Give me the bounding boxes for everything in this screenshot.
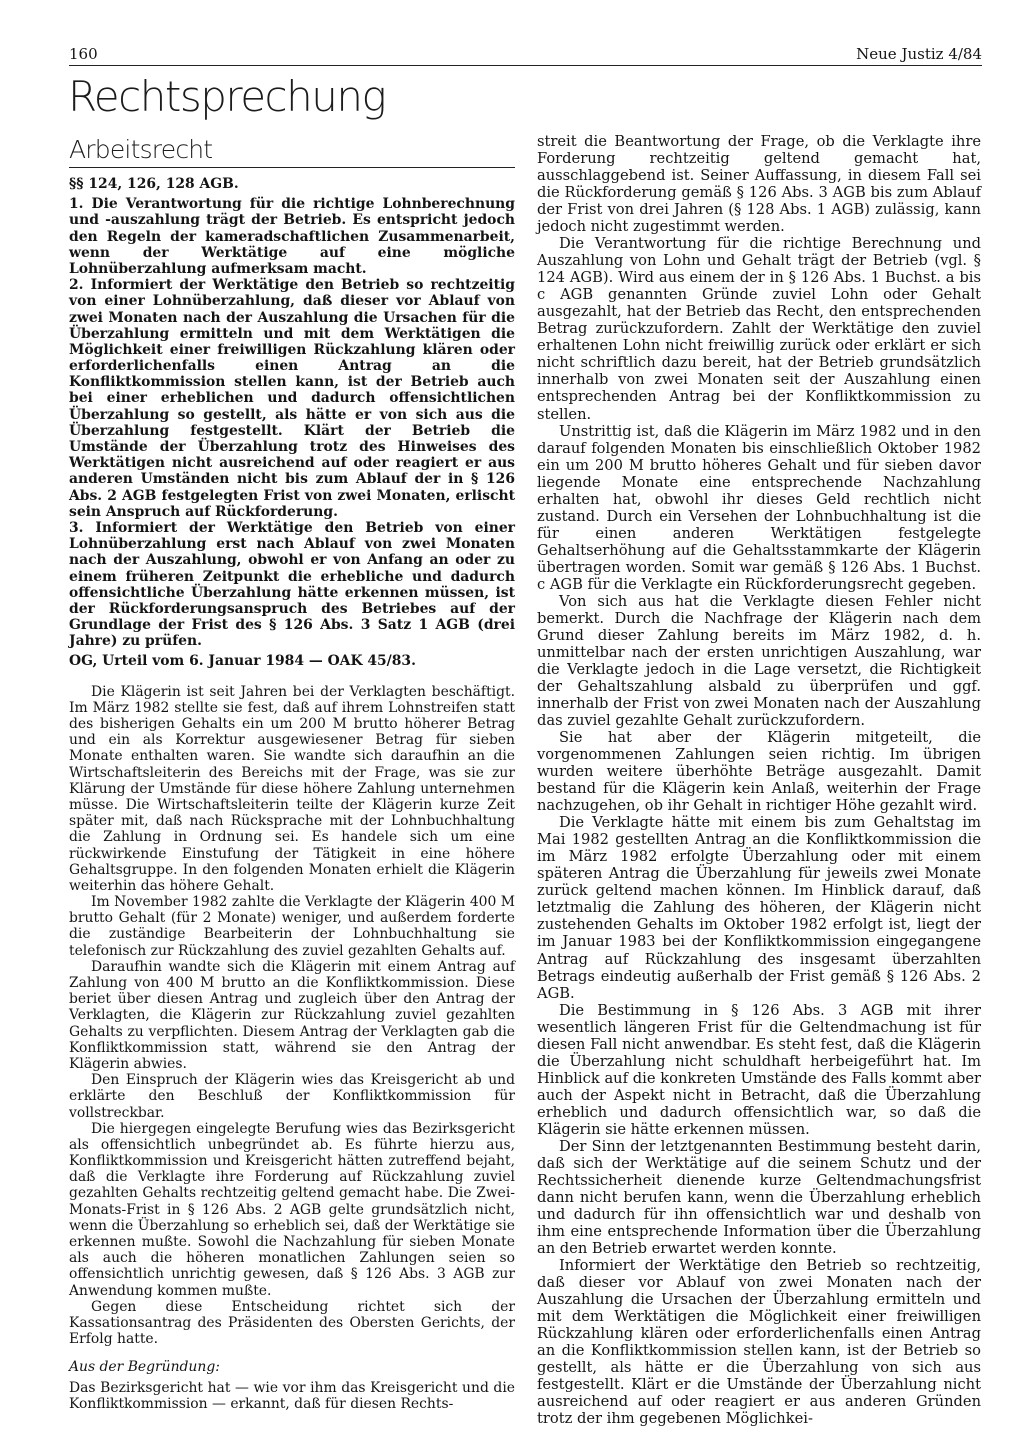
body-paragraph: Von sich aus hat die Verklagte diesen Fehler nicht bemerkt. Durch die Nachfrage der Klägerin nach dem Grund dieser Zahlung bereits im März 1982, d. h. unmittelbar nach der ersten unrichtigen Auszahlung, war die Verklagte jedoch in die Lage versetzt, die Richtigkeit der Gehaltszahlung alsbald zu überprüfen und ggf. innerhalb der Frist von zwei Monaten nach der Auszahlung das zuviel gezahlte Gehalt zurückzufordern.	[537, 592, 981, 730]
court-citation: OG, Urteil vom 6. Januar 1984 — OAK 45/83.	[69, 653, 416, 670]
body-paragraph-continued: streit die Beantwortung der Frage, ob die Verklagte ihre Forderung rechtzeitig geltend gemacht hat, ausschlaggebend ist. Seiner Auffassung, in diesem Fall sei die Rückforderung gemäß § 126 Abs. 3 AGB bis zum Ablauf der Frist von drei Jahren (§ 128 Abs. 1 AGB) zulässig, kann jedoch nicht zugestimmt werden.	[537, 133, 981, 236]
headnote-norms: §§ 124, 126, 128 AGB.	[69, 176, 239, 192]
body-paragraph: Informiert der Werktätige den Betrieb so rechtzeitig, daß dieser vor Ablauf von zwei Monaten nach der Auszahlung die Ursachen der Überzahlung ermitteln und mit dem Werktätigen die Möglichkeit einer freiwilligen Rückzahlung klären oder erforderlichenfalls einen Antrag an die Konfliktkommission stellen kann, ist der Betrieb so gestellt, als hätte er die Überzahlung von sich aus festgestellt. Klärt er die Umstände der Überzahlung nicht ausreichend auf oder reagiert er aus anderen Gründen trotz der ihm gegebenen Möglichkei-	[537, 1257, 981, 1428]
left-column	[69, 176, 515, 1412]
body-paragraph: Der Sinn der letztgenannten Bestimmung besteht darin, daß sich der Werktätige auf die seinem Schutz und der Rechtssicherheit dienende kurze Geltendmachungsfrist dann nicht berufen kann, wenn die Überzahlung erheblich und dadurch für ihn offensichtlich war und deshalb von ihm eine entsprechende Information über die Überzahlung an den Betrieb erwartet werden konnte.	[537, 1137, 981, 1258]
headnote-item-2: 2. Informiert der Werktätige den Betrieb so rechtzeitig von einer Lohnüberzahlung, daß dieser vor Ablauf von zwei Monaten nach der Auszahlung die Ursachen für die Überzahlung ermitteln und mit dem Werktätigen die Möglichkeit einer freiwilligen Rückzahlung klären oder erforderlichenfalls einen Antrag an die Konfliktkommission stellen kann, ist der Betrieb auch bei einer erheblichen und dadurch offensichtlichen Überzahlung so gestellt, als hätte er von sich aus die Überzahlung festgestellt. Klärt der Betrieb die Umstände der Überzahlung trotz des Hinweises des Werktätigen nicht ausreichend auf oder reagiert er aus anderen Umständen nicht bis zum Ablauf der in § 126 Abs. 2 AGB festgelegten Frist von zwei Monaten, erlischt sein Anspruch auf Rückforderung.	[69, 277, 515, 520]
page-header	[69, 43, 982, 66]
body-paragraph: Die Verantwortung für die richtige Berechnung und Auszahlung von Lohn und Gehalt trägt der Betrieb (vgl. § 124 AGB). Wird aus einem der in § 126 Abs. 1 Buchst. a bis c AGB genannten Gründe zuviel Lohn oder Gehalt ausgezahlt, hat der Betrieb das Recht, den entsprechenden Betrag zurückzufordern. Zahlt der Werktätige den zuviel erhaltenen Lohn nicht freiwillig zurück oder erklärt er sich nicht schriftlich dazu bereit, hat der Betrieb grundsätzlich innerhalb von zwei Monaten seit der Auszahlung einen entsprechenden Antrag bei der Konfliktkommission zu stellen.	[537, 235, 981, 423]
journal-issue: Neue Justiz 4/84	[856, 45, 982, 63]
headnote-item-1: 1. Die Verantwortung für die richtige Lohnberechnung und -auszahlung trägt der Betrieb. Es entspricht jedoch den Regeln der kameradschaftlichen Zusammenarbeit, wenn der Werktätige auf eine mögliche Lohnüberzahlung aufmerksam macht.	[69, 196, 515, 277]
body-paragraph: Die Bestimmung in § 126 Abs. 3 AGB mit ihrer wesentlich längeren Frist für die Geltendmachung ist für diesen Fall nicht anwendbar. Es steht fest, daß die Klägerin die Überzahlung nicht schuldhaft herbeigeführt hat. Im Hinblick auf die konkreten Umstände des Falls kommt aber auch der Aspekt nicht in Betracht, daß die Überzahlung erheblich und dadurch offensichtlich war, so daß die Klägerin sie hätte erkennen müssen.	[537, 1001, 981, 1138]
headnote-item-3: 3. Informiert der Werktätige den Betrieb von einer Lohnüberzahlung erst nach Ablauf von zwei Monaten nach der Auszahlung, obwohl er von Anfang an oder zu einem früheren Zeitpunkt die erhebliche und dadurch offensichtliche Überzahlung hätte erkennen müssen, ist der Rückforderungsanspruch des Betriebes auf der Grundlage der Frist des § 126 Abs. 3 Satz 1 AGB (drei Jahre) zu prüfen.	[69, 519, 515, 650]
body-paragraph: Sie hat aber der Klägerin mitgeteilt, die vorgenommenen Zahlungen seien richtig. Im übrigen wurden weitere überhöhte Beträge ausgezahlt. Damit bestand für die Klägerin kein Anlaß, weiterhin der Frage nachzugehen, ob ihr Gehalt in richtiger Höhe gezahlt wird.	[537, 729, 981, 815]
body-paragraph: Das Bezirksgericht hat — wie vor ihm das Kreisgericht und die Konfliktkommission — erkannt, daß für diesen Rechts-	[69, 1379, 515, 1412]
body-paragraph: Gegen diese Entscheidung richtet sich der Kassationsantrag des Präsidenten des Obersten Gerichts, der Erfolg hatte.	[69, 1298, 515, 1348]
page-number: 160	[69, 45, 98, 63]
body-paragraph: Die Verklagte hätte mit einem bis zum Gehaltstag im Mai 1982 gestellten Antrag an die Konfliktkommission die im März 1982 erfolgte Überzahlung oder mit einem späteren Antrag die Überzahlung für jeweils zwei Monate zurück geltend machen können. Im Hinblick darauf, daß letztmalig die Zahlung des höheren, der Klägerin nicht zustehenden Gehalts im Oktober 1982 erfolgt ist, liegt der im Januar 1983 bei der Konfliktkommission eingegangene Antrag auf Rückzahlung des insgesamt überzahlten Betrags eindeutig außerhalb der Frist gemäß § 126 Abs. 2 AGB.	[537, 814, 981, 1002]
body-paragraph: Im November 1982 zahlte die Verklagte der Klägerin 400 M brutto Gehalt (für 2 Monate) weniger, und außerdem forderte die zuständige Bearbeiterin der Lohnbuchhaltung sie telefonisch zur Rückzahlung des zuviel gezahlten Gehalts auf.	[69, 894, 515, 959]
body-paragraph: Die hiergegen eingelegte Berufung wies das Bezirksgericht als offensichtlich unbegründet ab. Es führte hierzu aus, Konfliktkommission und Kreisgericht hätten zutreffend bejaht, daß die Verklagte ihre Forderung auf Rückzahlung zuviel gezahlten Gehalts rechtzeitig geltend gemacht habe. Die Zwei-Monats-Frist in § 126 Abs. 2 AGB gelte grundsätzlich nicht, wenn die Überzahlung so erheblich sei, daß der Werktätige sie erkennen mußte. Sowohl die Nachzahlung für sieben Monate als auch die höheren monatlichen Zahlungen seien so offensichtlich unrichtig gewesen, daß § 126 Abs. 3 AGB zur Anwendung kommen mußte.	[69, 1120, 515, 1299]
body-paragraph: Daraufhin wandte sich die Klägerin mit einem Antrag auf Zahlung von 400 M brutto an die Konfliktkommission. Diese beriet über diesen Antrag und zugleich über den Antrag der Verklagten, die Klägerin zur Rückzahlung zuviel gezahlten Gehalts zu verpflichten. Diesem Antrag der Verklagten gab die Konfliktkommission statt, während sie den Antrag der Klägerin abwies.	[69, 958, 515, 1072]
body-paragraph: Unstrittig ist, daß die Klägerin im März 1982 und in den darauf folgenden Monaten bis einschließlich Oktober 1982 ein um 200 M brutto höheres Gehalt und für sieben davor liegende Monate eine entsprechende Nachzahlung erhalten hat, obwohl ihr dieses Geld rechtlich nicht zustand. Durch ein Versehen der Lohnbuchhaltung ist die für einen anderen Werktätigen festgelegte Gehaltserhöhung auf die Gehaltsstammkarte der Klägerin übertragen worden. Somit war gemäß § 126 Abs. 1 Buchst. c AGB für die Verklagte ein Rückforderungsrecht gegeben.	[537, 422, 981, 593]
reasoning-section-title: Aus der Begründung:	[69, 1359, 220, 1376]
section-heading: Rechtsprechung	[68, 72, 386, 121]
subsection-heading: Arbeitsrecht	[69, 135, 213, 164]
right-column	[537, 133, 981, 1427]
body-paragraph: Die Klägerin ist seit Jahren bei der Verklagten beschäftigt. Im März 1982 stellte sie fest, daß auf ihrem Lohnstreifen statt des bisherigen Gehalts ein um 200 M brutto höherer Betrag und ein als Korrektur ausgewiesener Betrag für sieben Monate enthalten waren. Sie wandte sich daraufhin an die Wirtschaftsleiterin des Bereichs mit der Frage, was sie zur Klärung der Umstände für diese höhere Zahlung unternehmen müsse. Die Wirtschaftsleiterin teilte der Klägerin kurze Zeit später mit, daß nach Rücksprache mit der Lohnbuchhaltung die Zahlung in Ordnung sei. Es handele sich um eine rückwirkende Einstufung der Tätigkeit in eine höhere Gehaltsgruppe. In den folgenden Monaten erhielt die Klägerin weiterhin das höhere Gehalt.	[69, 683, 515, 894]
body-paragraph: Den Einspruch der Klägerin wies das Kreisgericht ab und erklärte den Beschluß der Konfliktkommission für vollstreckbar.	[69, 1072, 515, 1121]
heading-rule	[69, 167, 515, 168]
